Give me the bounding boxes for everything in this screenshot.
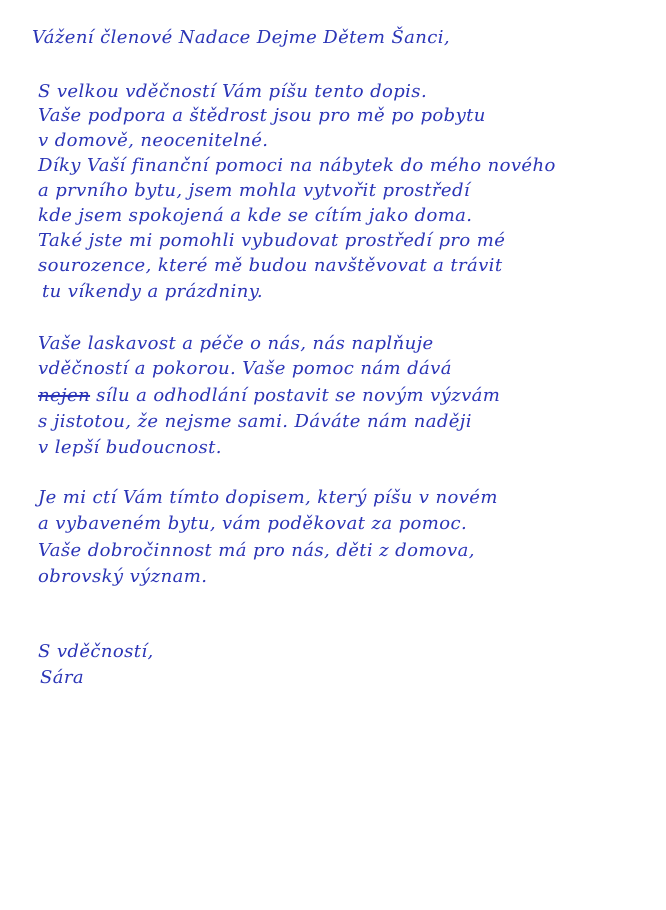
p2-line-2: vděčností a pokorou. Vaše pomoc nám dává (38, 358, 452, 379)
p1-line-8: sourozence, které mě budou navštěvovat a trávit (38, 255, 503, 276)
p1-line-9: tu víkendy a prázdniny. (42, 281, 263, 302)
p2-line-1: Vaše laskavost a péče o nás, nás naplňuje (38, 333, 434, 354)
p1-line-4: Díky Vaší finanční pomoci na nábytek do mého nového (38, 155, 556, 176)
closing: S vděčností, (38, 641, 154, 662)
p3-line-3: Vaše dobročinnost má pro nás, děti z domova, (38, 540, 475, 561)
p2-line-3 (38, 384, 500, 408)
p1-line-3: v domově, neocenitelné. (38, 130, 269, 151)
greeting: Vážení členové Nadace Dejme Dětem Šanci, (32, 27, 451, 48)
p1-line-7: Také jste mi pomohli vybudovat prostředí pro mé (38, 230, 506, 251)
p1-line-2: Vaše podpora a štědrost jsou pro mě po pobytu (38, 105, 486, 126)
p1-line-1: S velkou vděčností Vám píšu tento dopis. (38, 81, 428, 102)
p1-line-6: kde jsem spokojená a kde se cítím jako doma. (38, 205, 473, 226)
p3-line-4: obrovský význam. (38, 566, 208, 587)
p2-line-3-text: sílu a odhodlání postavit se novým výzvám (96, 385, 501, 406)
signature: Sára (40, 667, 84, 688)
p3-line-1: Je mi ctí Vám tímto dopisem, který píšu v novém (38, 487, 498, 508)
struck-word: nejen (38, 385, 91, 406)
p2-line-5: v lepší budoucnost. (38, 437, 222, 458)
p2-line-4: s jistotou, že nejsme sami. Dáváte nám naději (38, 411, 472, 432)
p3-line-2: a vybaveném bytu, vám poděkovat za pomoc. (38, 513, 468, 534)
p1-line-5: a prvního bytu, jsem mohla vytvořit prostředí (38, 180, 471, 201)
